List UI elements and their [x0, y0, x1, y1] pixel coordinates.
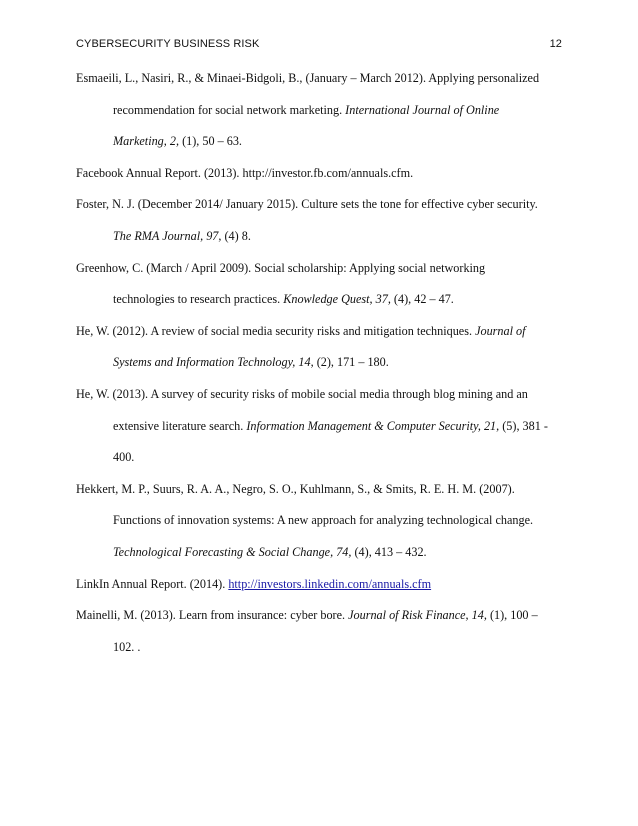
- reference-first-line: [76, 165, 413, 181]
- reference-italic-text: Journal of: [475, 323, 526, 338]
- reference-url-link[interactable]: http://investors.linkedin.com/annuals.cfm: [228, 576, 432, 591]
- reference-text: Mainelli, M. (2013). Learn from insurance: cyber bore.: [76, 608, 349, 623]
- reference-first-line: [76, 196, 538, 212]
- reference-text: extensive literature search.: [113, 418, 247, 433]
- reference-continuation-line: [113, 102, 499, 118]
- reference-continuation-line: [113, 418, 548, 434]
- reference-text: (1), 100 –: [486, 608, 538, 623]
- reference-text: Hekkert, M. P., Suurs, R. A. A., Negro, S. O., Kuhlmann, S., & Smits, R. E. H. M. (2007).: [76, 481, 515, 496]
- reference-text: recommendation for social network marketing.: [113, 102, 346, 117]
- reference-italic-text: Systems and Information Technology, 14,: [113, 355, 314, 370]
- reference-continuation-line: [113, 354, 389, 370]
- reference-first-line: [76, 576, 431, 592]
- running-head: CYBERSECURITY BUSINESS RISK: [76, 38, 260, 50]
- reference-continuation-line: [113, 639, 140, 655]
- reference-first-line: [76, 386, 528, 402]
- reference-text: Functions of innovation systems: A new approach for analyzing technological change.: [113, 513, 534, 528]
- reference-text: LinkIn Annual Report. (2014).: [76, 576, 229, 591]
- reference-first-line: [76, 323, 526, 339]
- reference-continuation-line: [113, 133, 242, 149]
- reference-italic-text: Technological Forecasting & Social Change, 74,: [113, 545, 352, 559]
- reference-first-line: [76, 260, 485, 276]
- reference-text: Facebook Annual Report. (2013). http://investor.fb.com/annuals.cfm.: [76, 165, 414, 180]
- reference-first-line: [76, 607, 538, 623]
- reference-text: (2), 171 – 180.: [313, 355, 389, 370]
- reference-text: (1), 50 – 63.: [179, 134, 242, 149]
- reference-italic-text: Information Management & Computer Security, 21,: [246, 418, 500, 433]
- reference-text: (4), 413 – 432.: [351, 545, 427, 559]
- reference-text: 400.: [113, 450, 135, 465]
- reference-text: Foster, N. J. (December 2014/ January 2015). Culture sets the tone for effective cyber security.: [76, 197, 538, 212]
- reference-italic-text: International Journal of Online: [345, 102, 500, 117]
- reference-first-line: [76, 481, 515, 497]
- reference-continuation-line: [113, 228, 251, 244]
- reference-continuation-line: [113, 512, 533, 528]
- reference-italic-text: Knowledge Quest, 37,: [283, 292, 391, 307]
- reference-continuation-line: [113, 291, 454, 307]
- reference-italic-text: Journal of Risk Finance, 14,: [348, 608, 487, 623]
- reference-text: He, W. (2013). A survey of security risks of mobile social media through blog mining and an: [76, 387, 528, 401]
- reference-continuation-line: [113, 449, 134, 465]
- reference-text: Esmaeili, L., Nasiri, R., & Minaei-Bidgoli, B., (January – March 2012). Applying personalized: [76, 71, 540, 85]
- reference-italic-text: Marketing, 2,: [113, 134, 180, 149]
- page-header: [76, 38, 562, 50]
- page-number: 12: [549, 38, 562, 50]
- reference-first-line: [76, 70, 539, 86]
- reference-text: technologies to research practices.: [113, 292, 284, 307]
- reference-continuation-line: [113, 544, 427, 560]
- reference-text: (5), 381 -: [499, 418, 548, 433]
- reference-text: , (4) 8.: [218, 229, 251, 243]
- reference-text: 102. .: [113, 639, 141, 654]
- reference-text: He, W. (2012). A review of social media security risks and mitigation techniques.: [76, 323, 476, 338]
- reference-italic-text: The RMA Journal, 97: [113, 229, 219, 243]
- reference-text: Greenhow, C. (March / April 2009). Social scholarship: Applying social networking: [76, 260, 486, 275]
- reference-text: (4), 42 – 47.: [390, 292, 454, 307]
